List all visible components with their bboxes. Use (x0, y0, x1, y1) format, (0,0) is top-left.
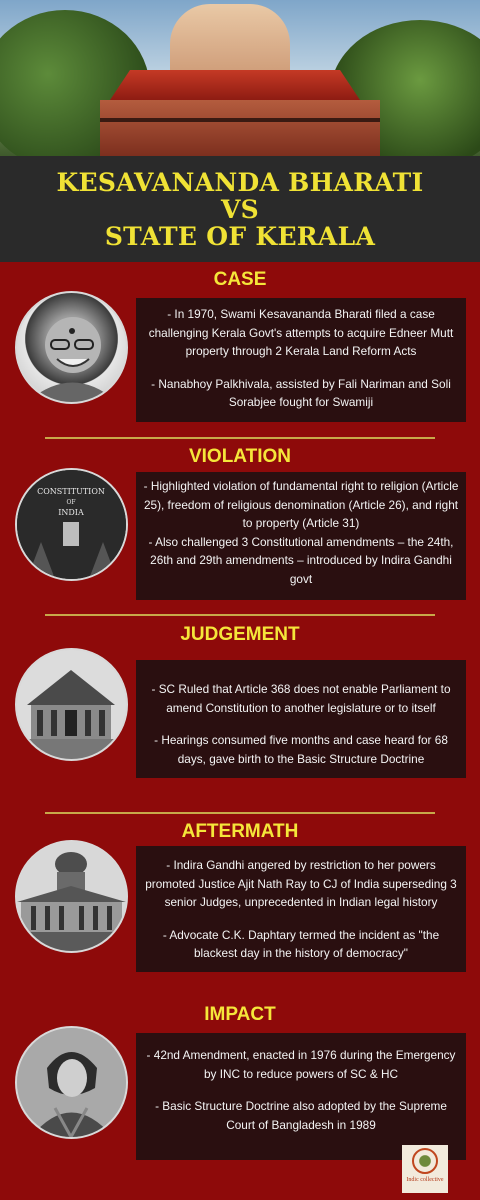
section-heading-impact: IMPACT (204, 1004, 276, 1025)
divider-1 (45, 437, 435, 439)
swami-portrait-art (17, 293, 126, 402)
violation-textbox (136, 472, 466, 600)
temple-roof (110, 70, 360, 100)
constitution-book-art (17, 470, 126, 579)
case-paragraph-2: - Nanabhoy Palkhivala, assisted by Fali Nariman and Soli Sorabjee fought for Swamiji (151, 376, 451, 409)
temple-header-image (0, 0, 480, 156)
swami-portrait (15, 291, 128, 404)
impact-paragraph-1: - 42nd Amendment, enacted in 1976 during the Emergency by INC to reduce powers of SC & HC (146, 1048, 456, 1081)
book-title-line-3: INDIA (58, 508, 84, 517)
supreme-court-art (17, 842, 126, 951)
kerala-high-court-image (15, 648, 128, 761)
title-line-1: KESAVANANDA BHARATI (56, 168, 424, 197)
temple-wall (100, 100, 380, 156)
section-heading-judgement: JUDGEMENT (180, 624, 300, 645)
book-title-line-2: OF (66, 499, 76, 506)
violation-paragraph-1: - Highlighted violation of fundamental right to religion (Article 25), freedom of religious denomination (Article 26), and right to property (Article 31) (143, 479, 459, 530)
case-paragraph-1: - In 1970, Swami Kesavananda Bharati filed a case challenging Kerala Govt's attempts to acquire Edneer Mutt property through 2 Kerala Land Reform Acts (148, 307, 454, 358)
judgement-textbox (136, 660, 466, 778)
indira-gandhi-art (17, 1028, 126, 1137)
section-heading-aftermath: AFTERMATH (181, 821, 299, 842)
aftermath-paragraph-1: - Indira Gandhi angered by restriction to her powers promoted Justice Ajit Nath Ray to CJ of India superseding 3 senior Judges, unprecedented in Indian legal history (145, 858, 457, 909)
divider-3 (45, 812, 435, 814)
violation-paragraph-2: - Also challenged 3 Constitutional amendments – the 24th, 26th and 29th amendments – introduced by Indira Gandhi govt (148, 534, 454, 586)
tree-logo-icon (412, 1148, 438, 1174)
title-line-3: STATE OF KERALA (104, 222, 376, 251)
section-heading-case: CASE (213, 269, 267, 290)
indira-gandhi-portrait (15, 1026, 128, 1139)
title-line-2: VS (220, 195, 260, 224)
divider-2 (45, 614, 435, 616)
aftermath-textbox (136, 846, 466, 972)
indic-collective-logo (402, 1145, 448, 1193)
judgement-paragraph-2: - Hearings consumed five months and case heard for 68 days, gave birth to the Basic Structure Doctrine (154, 733, 448, 766)
logo-text: Indic collective (406, 1177, 444, 1183)
impact-textbox (136, 1033, 466, 1160)
book-title-line-1: CONSTITUTION (37, 487, 105, 496)
high-court-art (17, 650, 126, 759)
supreme-court-image (15, 840, 128, 953)
section-heading-violation: VIOLATION (188, 446, 292, 467)
judgement-paragraph-1: - SC Ruled that Article 368 does not enable Parliament to amend Constitution to another legislature or to itself (151, 682, 451, 715)
title-band (0, 156, 480, 262)
impact-paragraph-2: - Basic Structure Doctrine also adopted by the Supreme Court of Bangladesh in 1989 (155, 1099, 447, 1132)
case-textbox (136, 298, 466, 422)
aftermath-paragraph-2: - Advocate C.K. Daphtary termed the incident as "the blackest day in the history of democracy" (162, 927, 440, 960)
constitution-book-image (15, 468, 128, 581)
